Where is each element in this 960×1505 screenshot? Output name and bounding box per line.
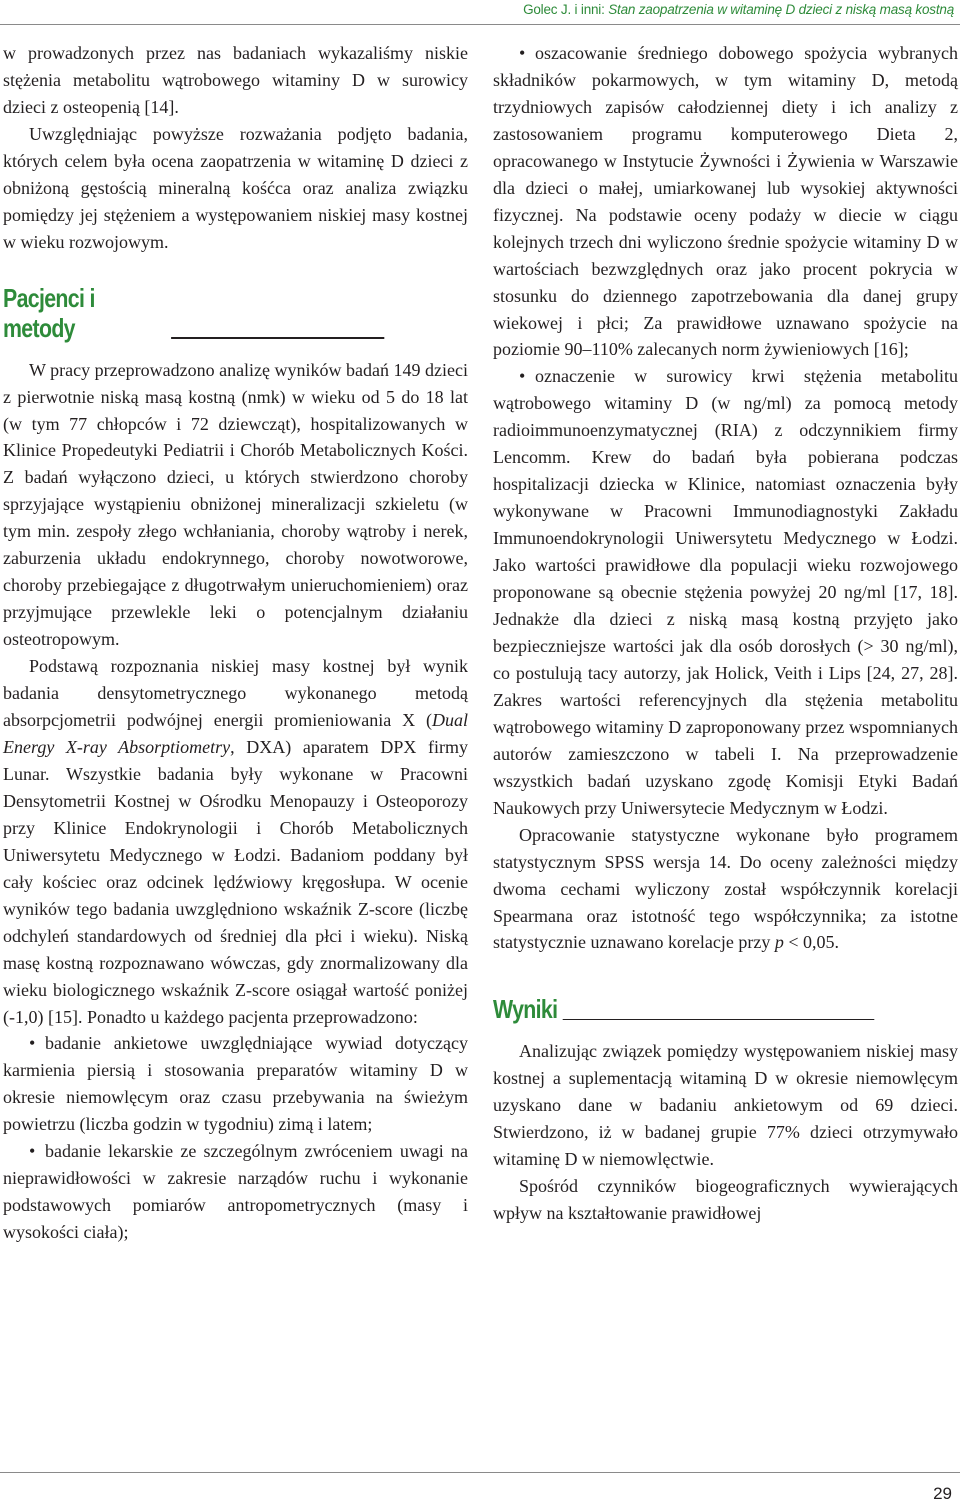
text-run: < 0,05. — [783, 932, 840, 953]
paragraph: Analizując związek pomiędzy występowaniem niskiej masy kostnej a suplementacją witaminą D w okresie niemowlęcym uzyskano dane w badaniu ankietowym od 69 dzieci. Stwierdzono, iż w badanej grupie 77% dzieci otrzymywało witaminę D w niemowlęctwie. — [493, 1041, 958, 1170]
header-authors: Golec J. i inni: — [523, 2, 605, 17]
spacer — [493, 1024, 958, 1038]
spacer — [493, 956, 958, 994]
bullet-item — [493, 363, 958, 821]
text-run: Podstawą rozpoznania niskiej masy kostnej był wynik badania densytometrycznego wykonanego metodą absorpcjometrii podwójnej energii promieniowania X ( — [3, 656, 468, 731]
header-title: Stan zaopatrzenia w witaminę D dzieci z niską masą kostną — [608, 2, 954, 17]
page-number: 29 — [933, 1484, 952, 1503]
bullet-icon: • — [29, 1141, 36, 1162]
header-rule — [0, 24, 960, 25]
bullet-item — [3, 1030, 468, 1138]
left-column — [3, 40, 468, 1246]
spacer — [3, 256, 468, 283]
bullet-text: badanie lekarskie ze szczególnym zwróceniem uwagi na nieprawidłowości w zakresie narządów ruchu i wykonanie podstawowych pomiarów antropometrycznych (masy i wysokości ciała); — [3, 1141, 468, 1243]
text-run-italic: p — [774, 932, 784, 953]
bullet-text: oszacowanie średniego dobowego spożycia wybranych składników pokarmowych, w tym witaminy D, metodą trzydniowych zapisów całodziennej diety i ich analizy z zastosowaniem programu komputerowego Dieta 2, opracowanego w Instytucie Żywności i Żywienia w Warszawie dla dzieci o małej, umiarkowanej lub wysokiej aktywności fizycznej. Na podstawie oceny podaży w diecie w ciągu kolejnych trzech dni wyliczono średnie spożycie witaminy D w wartościach bezwzględnych oraz jako procent pokrycia w stosunku do dziennego zapotrzebowania dla danej grupy wiekowej i płci; Za prawidłowe uznawano spożycie na poziomie 90–110% zalecanych norm żywieniowych [16]; — [493, 43, 958, 360]
bullet-icon: • — [519, 366, 526, 387]
paragraph: Spośród czynników biogeograficznych wywierających wpływ na kształtowanie prawidłowej — [493, 1176, 958, 1224]
paragraph: Uwzględniając powyższe rozważania podjęto badania, których celem była ocena zaopatrzenia w witaminę D dzieci z obniżoną gęstością mineralną kośćca oraz analiza związku pomiędzy jej stężeniem a występowaniem niskiej masy kostnej w wieku rozwojowym. — [3, 123, 468, 252]
spacer — [3, 343, 468, 357]
paragraph — [3, 653, 468, 1030]
running-header — [523, 2, 954, 17]
paragraph: w prowadzonych przez nas badaniach wykazaliśmy niskie stężenia metabolitu wątrobowego witaminy D w surowicy dzieci z osteopenią [14]. — [3, 43, 468, 117]
bullet-icon: • — [29, 1033, 36, 1054]
text-run-italic: Dual Energy X-ray Absorptiometry — [3, 710, 468, 757]
section-heading-methods — [3, 283, 384, 343]
heading-rule — [171, 337, 384, 339]
paragraph — [493, 822, 958, 957]
paragraph: W pracy przeprowadzono analizę wyników badań 149 dzieci z pierwotnie niską masą kostną (nmk) w wieku od 5 do 18 lat (w tym 77 chłopców i 72 dziewcząt), hospitalizowanych w Klinice Propedeutyki Pediatrii i Chorób Metabolicznych Kości. Z badań wyłączono dzieci, u których stwierdzono choroby sprzyjające wystąpieniu obniżonej mineralizacji szkieletu (w tym min. zespoły złego wchłaniania, choroby wątroby i nerek, zaburzenia układu endokrynnego, choroby nowotworowe, choroby przebiegające z długotrwałym unieruchomieniem) oraz przyjmujące przewlekle leki o potencjalnym działaniu osteotropowym. — [3, 359, 468, 650]
section-heading-text: Wyniki — [493, 994, 558, 1025]
bullet-item — [3, 1138, 468, 1246]
bullet-icon: • — [519, 43, 526, 63]
section-heading-results — [493, 994, 874, 1024]
bullet-item — [493, 40, 958, 363]
text-run: Opracowanie statystyczne wykonane było programem statystycznym SPSS wersja 14. Do oceny zależności między dwoma cechami wyliczony został współczynnik korelacji Spearmana oraz istotność tego współczynnika; za istotne statystycznie uznawano korelacje przy — [493, 824, 958, 953]
footer-rule — [0, 1472, 960, 1473]
heading-rule — [562, 1019, 874, 1021]
right-column — [493, 40, 958, 1227]
section-heading-text: Pacjenci i metody — [3, 282, 95, 343]
bullet-text: badanie ankietowe uwzględniające wywiad dotyczący karmienia piersią i stosowania preparatów witaminy D w okresie niemowlęcym oraz czasu przebywania na świeżym powietrzu (liczba godzin w tygodniu) zimą i latem; — [3, 1033, 468, 1135]
bullet-text: oznaczenie w surowicy krwi stężenia metabolitu wątrobowego witaminy D (w ng/ml) za pomocą metody radioimmunoenzymatycznej (RIA) z odczynnikiem firmy Lencomm. Krew do badań była pobierana podczas hospitalizacji dziecka w Klinice, natomiast oznaczenia były wykonywane w Pracowni Immunodiagnostyki Zakładu Immunoendokrynologii Uniwersytetu Medycznego w Łodzi. Jako wartości prawidłowe dla populacji wieku rozwojowego proponowane są obecnie stężenia powyżej 20 ng/ml [17, 18]. Jednakże dla dzieci z niską masą kostną przyjęto jako bezpieczniejsze wartości jak dla osób dorosłych (> 30 ng/ml), co postulują tacy autorzy, jak Holick, Veith i Lips [24, 27, 28]. Zakres wartości referencyjnych dla stężenia metabolitu wątrobowego witaminy D zaproponowany przez wspomnianych autorów zamieszczono w tabeli I. Na przeprowadzenie wszystkich badań uzyskano zgodę Komisji Etyki Badań Naukowych przy Uniwersytecie Medycznym w Łodzi. — [493, 366, 958, 818]
text-run: , DXA) aparatem DPX firmy Lunar. Wszystkie badania były wykonane w Pracowni Densytometrii Kostnej w Ośrodku Menopauzy i Osteoporozy przy Klinice Endokrynologii i Chorób Metabolicznych Uniwersytetu Medycznego w Łodzi. Badaniom poddany był cały kościec oraz odcinek lędźwiowy kręgosłupa. W ocenie wyników tego badania uwzględniono wskaźnik Z-score (liczbę odchyleń standardowych od średniej dla płci i wieku). Niską masę kostną rozpoznawano wówczas, gdy znormalizowany dla wieku biologicznego wskaźnik Z-score osiągał wartość poniżej (-1,0) [15]. Ponadto u każdego pacjenta przeprowadzono: — [3, 736, 468, 1027]
